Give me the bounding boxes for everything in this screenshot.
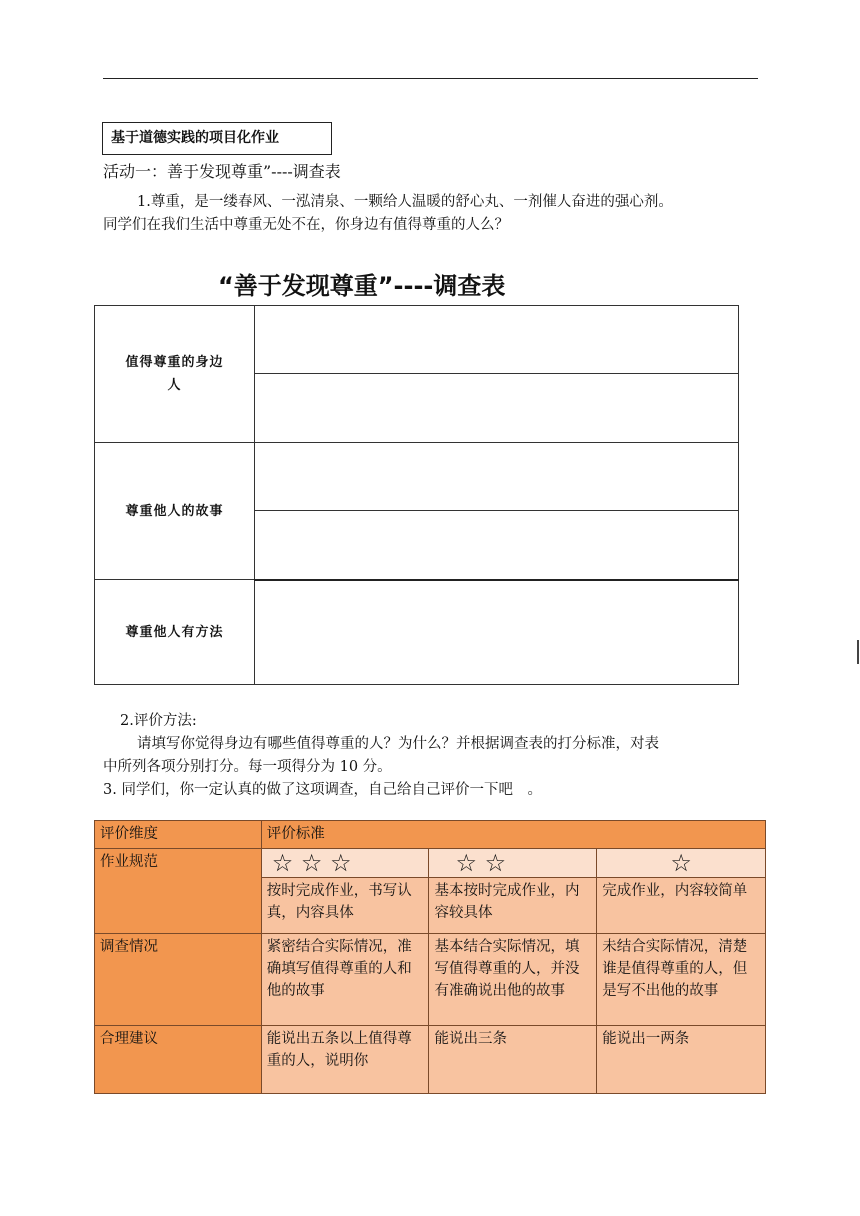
three-star-icon: ☆ ☆ ☆ — [261, 849, 429, 878]
eval-cell: 基本按时完成作业，内容较具体 — [429, 878, 597, 934]
method-line-3: 3. 同学们，你一定认真的做了这项调查，自己给自己评价一下吧 。 — [103, 782, 542, 798]
eval-cell: 能说出五条以上值得尊重的人，说明你 — [261, 1026, 429, 1094]
eval-cell: 能说出一两条 — [597, 1026, 766, 1094]
method-line-1: 请填写你觉得身边有哪些值得尊重的人？为什么？并根据调查表的打分标准，对表 — [137, 736, 659, 752]
survey-answer-cell[interactable] — [255, 374, 739, 443]
survey-answer-cell[interactable] — [255, 511, 739, 580]
eval-header-dimension: 评价维度 — [95, 821, 262, 849]
activity-title: 活动一：善于发现尊重”----调查表 — [103, 162, 341, 181]
survey-row-label: 值得尊重的身边 人 — [95, 306, 255, 443]
eval-cell: 基本结合实际情况，填写值得尊重的人，并没有准确说出他的故事 — [429, 934, 597, 1026]
margin-marker — [857, 640, 859, 664]
survey-row-label: 尊重他人的故事 — [95, 443, 255, 580]
survey-row-label: 尊重他人有方法 — [95, 580, 255, 685]
intro-line-2: 同学们在我们生活中尊重无处不在，你身边有值得尊重的人么？ — [103, 217, 509, 233]
eval-dimension: 调查情况 — [95, 934, 262, 1026]
survey-answer-cell[interactable] — [255, 443, 739, 511]
intro-line-1: 1.尊重，是一缕春风、一泓清泉、一颗给人温暖的舒心丸、一剂催人奋进的强心剂。 — [137, 194, 673, 210]
method-line-2: 中所列各项分别打分。每一项得分为 10 分。 — [103, 759, 392, 775]
eval-header-standard: 评价标准 — [261, 821, 765, 849]
eval-cell: 按时完成作业，书写认真，内容具体 — [261, 878, 429, 934]
eval-cell: 能说出三条 — [429, 1026, 597, 1094]
survey-title: “善于发现尊重”----调查表 — [218, 272, 506, 300]
two-star-icon: ☆ ☆ — [429, 849, 597, 878]
eval-cell: 紧密结合实际情况，准确填写值得尊重的人和他的故事 — [261, 934, 429, 1026]
evaluation-table — [94, 820, 766, 1094]
project-label: 基于道德实践的项目化作业 — [102, 122, 332, 155]
eval-dimension: 作业规范 — [95, 849, 262, 934]
one-star-icon: ☆ — [597, 849, 766, 878]
eval-cell: 完成作业，内容较简单 — [597, 878, 766, 934]
survey-answer-cell[interactable] — [255, 306, 739, 374]
survey-answer-cell[interactable] — [255, 580, 739, 685]
eval-dimension: 合理建议 — [95, 1026, 262, 1094]
header-rule — [103, 78, 758, 79]
eval-cell: 未结合实际情况，清楚谁是值得尊重的人，但是写不出他的故事 — [597, 934, 766, 1026]
survey-table — [94, 305, 739, 685]
method-heading: 2.评价方法: — [120, 713, 197, 729]
